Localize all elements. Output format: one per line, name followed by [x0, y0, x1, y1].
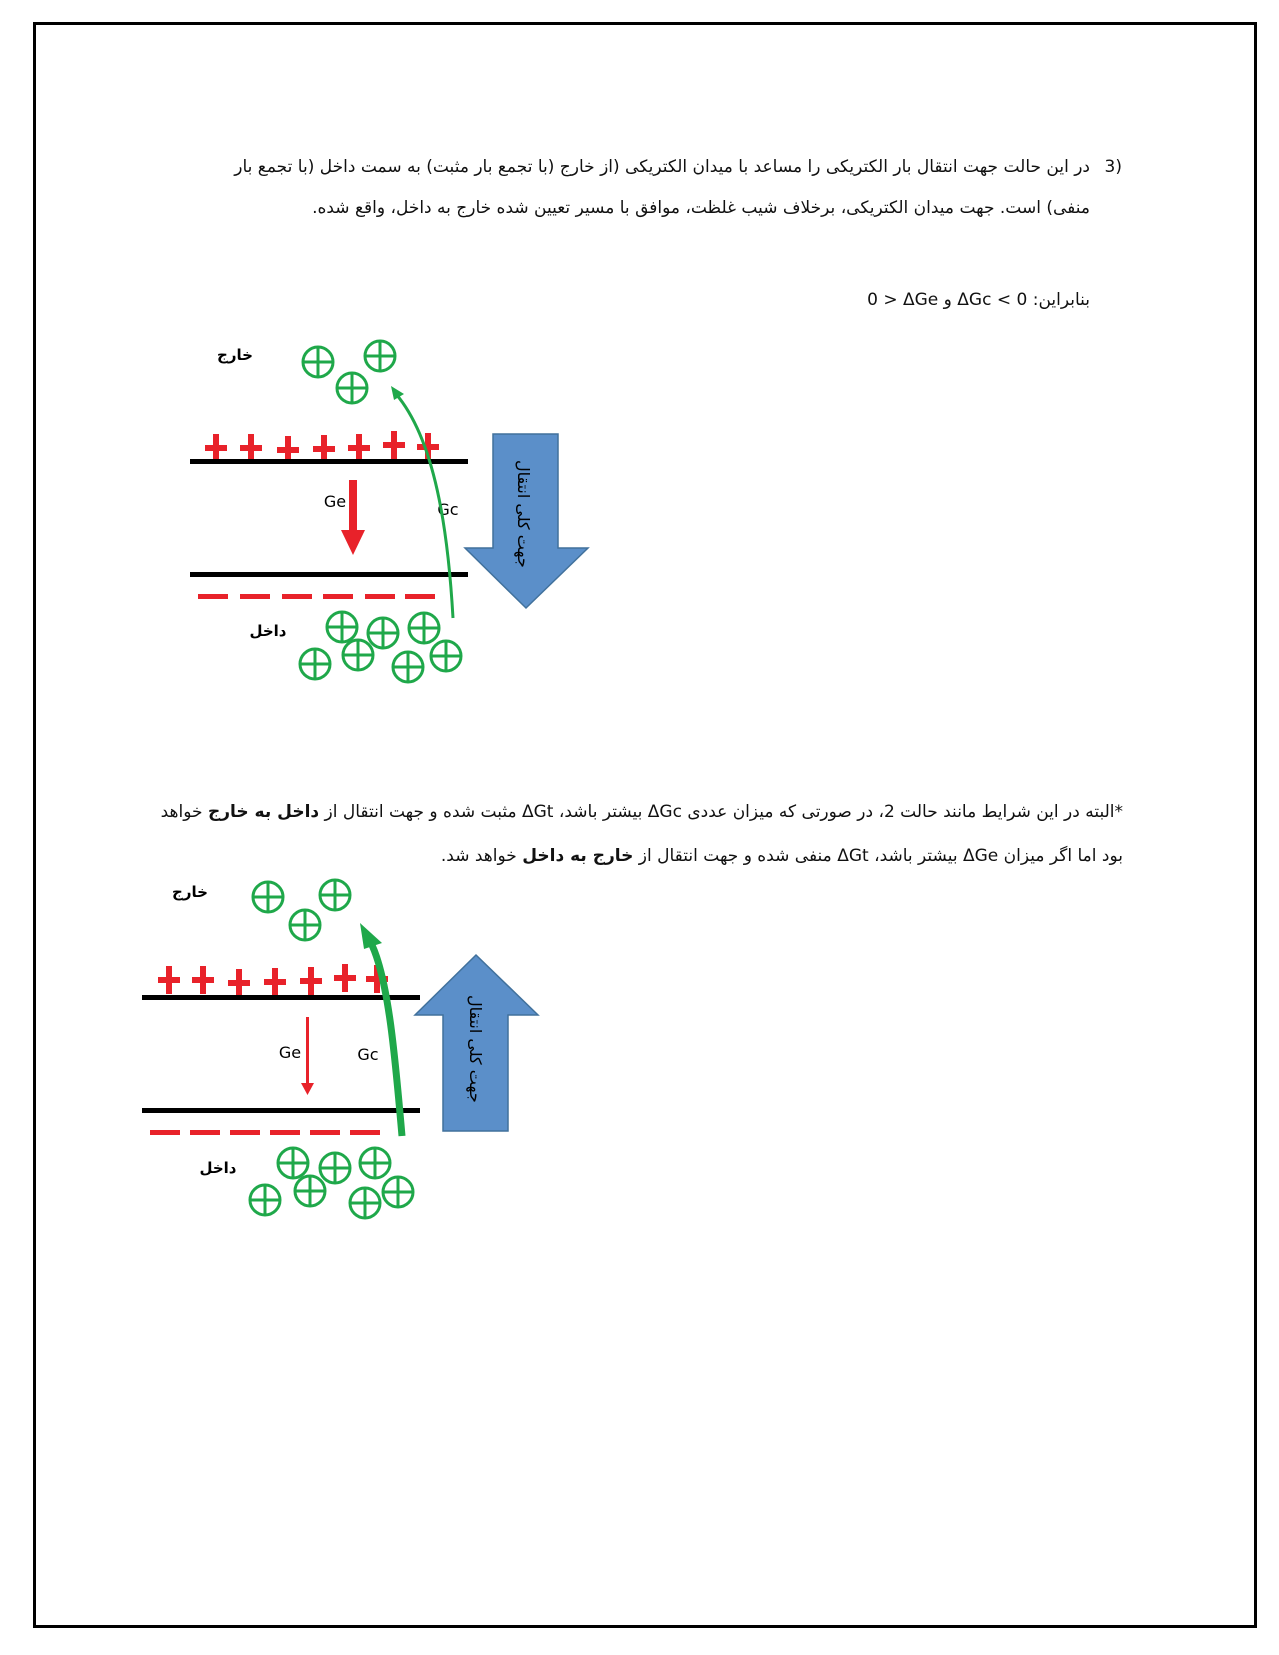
- positive-ion-icon: [290, 910, 320, 940]
- note-text: مثبت شده و جهت انتقال از: [324, 802, 517, 822]
- note-text: منفی شده و جهت انتقال از: [638, 846, 832, 866]
- inside-label: داخل: [249, 622, 287, 640]
- outer-membrane-line: [190, 459, 468, 464]
- condition-ge: 0 > ΔGe: [867, 290, 939, 310]
- delta-gt: ΔGt: [837, 846, 869, 866]
- net-transport-arrow-down: [465, 434, 588, 608]
- therefore-line: [300, 280, 1090, 321]
- positive-ion-icon: [303, 347, 333, 377]
- note-star: *: [1114, 802, 1123, 822]
- item-3-paragraph: [200, 147, 1122, 229]
- therefore-label: بنابراین:: [1032, 290, 1090, 310]
- outside-label: خارج: [172, 883, 208, 901]
- outside-label: خارج: [217, 346, 253, 364]
- positive-ion-icon: [300, 649, 330, 679]
- positive-charges: [158, 964, 388, 997]
- inner-membrane-line: [142, 1108, 420, 1113]
- positive-ion-icon: [368, 618, 398, 648]
- positive-ion-icon: [253, 882, 283, 912]
- note-text: بیشتر باشد،: [874, 846, 958, 866]
- transport-diagram-1: [180, 346, 660, 730]
- gc-label: Gc: [357, 1045, 379, 1064]
- transport-diagram-2: [130, 883, 610, 1265]
- note-bold-out-to-in: خارج به داخل: [522, 846, 634, 866]
- gc-arrow: [360, 923, 402, 1136]
- outside-ions: [303, 341, 395, 403]
- positive-ion-icon: [360, 1148, 390, 1178]
- positive-ion-icon: [343, 640, 373, 670]
- note-bold-in-to-out: داخل به خارج: [207, 802, 320, 822]
- positive-ion-icon: [409, 613, 439, 643]
- delta-gt: ΔGt: [521, 802, 554, 822]
- item-number: 3): [1104, 157, 1122, 177]
- positive-ion-icon: [393, 652, 423, 682]
- delta-gc: ΔGc: [647, 802, 682, 822]
- positive-ion-icon: [320, 1153, 350, 1183]
- note-paragraph: [158, 790, 1123, 878]
- note-text: البته در این شرایط مانند حالت 2، در صورتی که میزان عددی: [687, 802, 1115, 822]
- ge-label: Ge: [278, 1043, 302, 1062]
- positive-ion-icon: [295, 1176, 325, 1206]
- outer-membrane-line: [142, 995, 420, 1000]
- positive-ion-icon: [431, 641, 461, 671]
- conjunction: و: [943, 290, 952, 310]
- net-transport-arrow-up: [415, 955, 538, 1131]
- positive-ion-icon: [327, 612, 357, 642]
- inside-ions: [250, 1148, 413, 1218]
- positive-ion-icon: [383, 1177, 413, 1207]
- inside-label: داخل: [199, 1159, 237, 1177]
- net-transport-label: جهت کلی انتقال: [466, 995, 485, 1103]
- delta-ge: ΔGe: [963, 846, 999, 866]
- item-3-text: در این حالت جهت انتقال بار الکتریکی را مساعد با میدان الکتریکی (از خارج (با تجمع بار مثبت) به سمت داخل (با تجمع بار منفی) است. جهت میدان الکتریکی، برخلاف شیب غلظت، موافق با مسیر تعیین شده خارج به داخل، واقع شده.: [234, 157, 1090, 218]
- positive-ion-icon: [350, 1188, 380, 1218]
- note-text: خواهد بود اما اگر میزان: [160, 802, 1123, 866]
- gc-label: Gc: [437, 500, 459, 519]
- negative-charges: [150, 1130, 380, 1135]
- negative-charges: [198, 594, 435, 599]
- positive-ion-icon: [250, 1185, 280, 1215]
- condition-gc: ΔGc < 0: [957, 290, 1028, 310]
- positive-ion-icon: [320, 880, 350, 910]
- ge-arrow: [301, 1017, 314, 1095]
- inside-ions: [300, 612, 461, 682]
- note-text: بیشتر باشد،: [558, 802, 643, 822]
- net-transport-label: جهت کلی انتقال: [514, 460, 533, 568]
- positive-ion-icon: [337, 373, 367, 403]
- ge-label: Ge: [323, 492, 347, 511]
- positive-ion-icon: [365, 341, 395, 371]
- inner-membrane-line: [190, 572, 468, 577]
- note-text: خواهد شد.: [440, 846, 517, 866]
- positive-ion-icon: [278, 1148, 308, 1178]
